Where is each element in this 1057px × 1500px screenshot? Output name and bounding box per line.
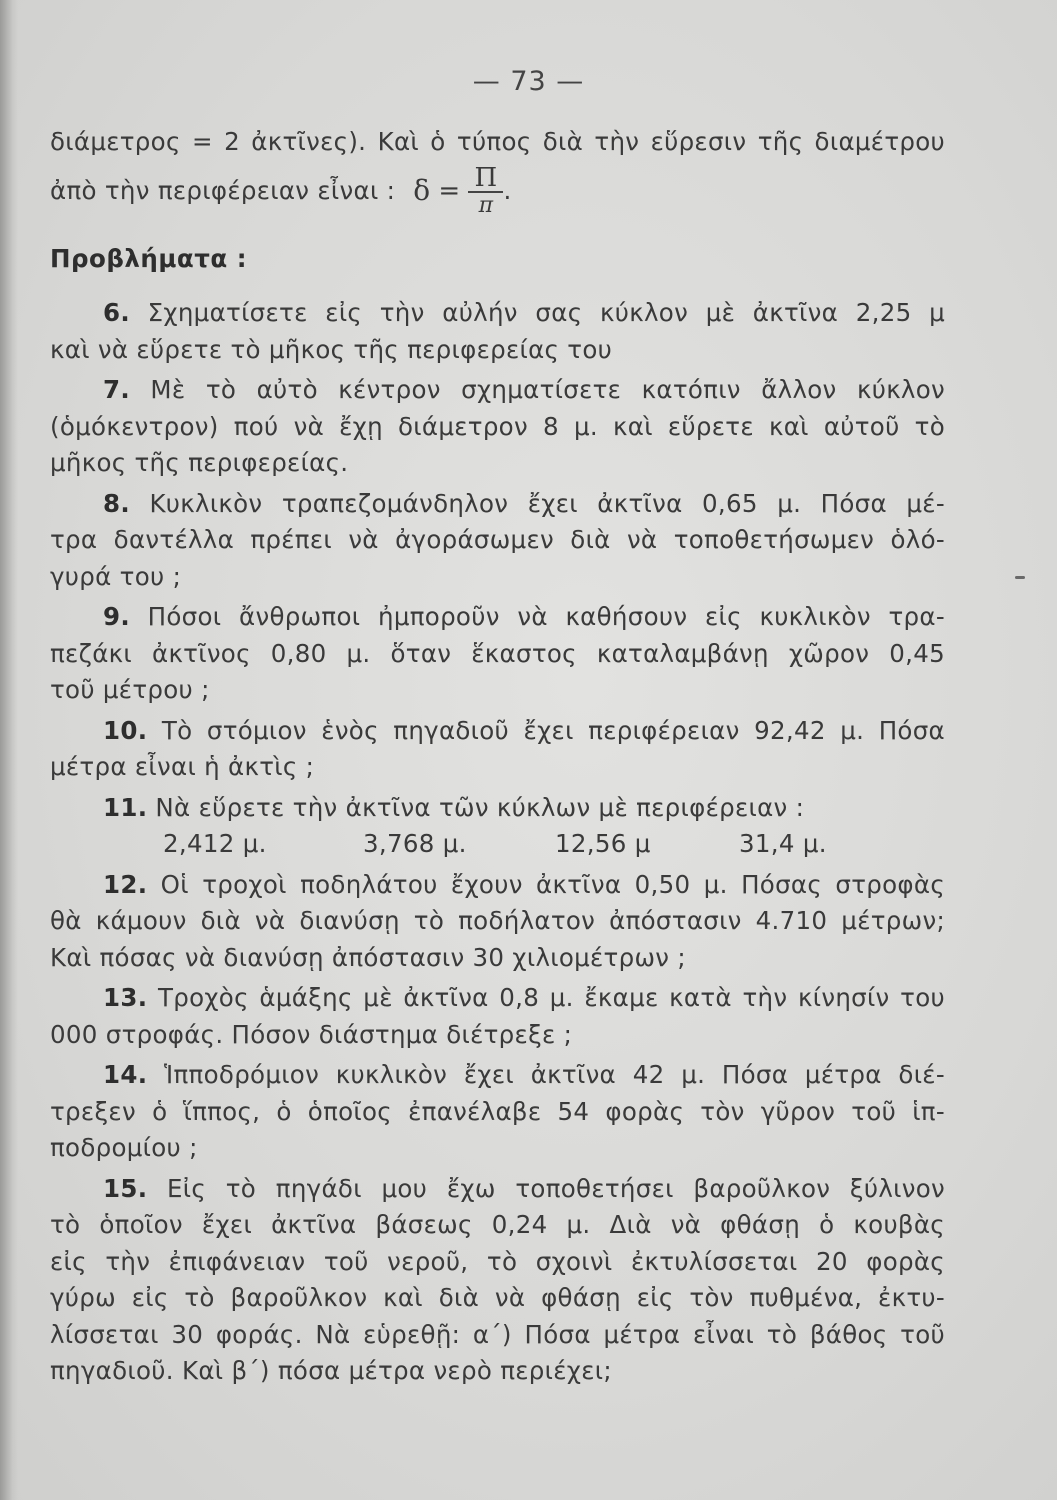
problem-text: γυρά του ; [50,561,182,591]
problem-number: 7. [103,375,130,404]
problem-text: εἰς τὴν ἐπιφάνειαν τοῦ νεροῦ, τὸ σχοινὶ ἐκτυλίσσεται 20 φορὰς [50,1246,945,1276]
intro-line-2-text: ἀπὸ τὴν περιφέρειαν εἶναι : [50,176,396,206]
problem-6 [50,295,945,368]
formula-equals: = [438,176,461,207]
problem-line [50,1171,945,1208]
problem-number: 14. [103,1060,148,1089]
problem-text: Μὲ τὸ αὐτὸ κέντρον σχηματίσετε κατόπιν ἄλλον κύκλον [150,375,945,404]
problem-text: μῆκος τῆς περιφερείας. [50,448,349,477]
problem-8 [50,486,945,596]
problem-line [50,940,945,977]
problem-line [50,332,945,369]
problem-11 [50,790,945,863]
problem-line [50,522,945,559]
problem-number: 13. [103,983,148,1012]
section-heading: Προβλήματα : [50,243,248,273]
problem-line [50,867,945,904]
problem-text: Κυκλικὸν τραπεζομάνδηλον ἔχει ἀκτῖνα 0,65 μ. Πόσα μέ- [149,488,945,518]
problem-text: πεζάκι ἀκτῖνος 0,80 μ. ὅταν ἕκαστος καταλαμβάνῃ χῶρον 0,45 [50,638,945,668]
problem-10 [50,713,945,786]
problem-text: γύρω εἰς τὸ βαροῦλκον καὶ διὰ νὰ φθάσῃ εἰς τὸν πυθμένα, ἐκτυ- [50,1283,945,1312]
values-row [50,826,945,863]
problem-list [50,295,945,1390]
formula-fraction [468,162,503,219]
problem-line [50,409,945,446]
problem-line [50,1353,945,1390]
problem-text: Τὸ στόμιον ἑνὸς πηγαδιοῦ ἔχει περιφέρειαν 92,42 μ. Πόσα [161,715,945,745]
page-content [50,124,945,1394]
formula-denominator: π [478,192,494,218]
problem-line [50,1207,945,1244]
problem-text: Σχηματίσετε εἰς τὴν αὐλήν σας κύκλον μὲ ἀκτῖνα 2,25 μ [147,298,945,327]
problem-text: καὶ νὰ εὕρετε τὸ μῆκος τῆς περιφερείας του [50,334,613,364]
problem-line [50,599,945,636]
problem-text: ποδρομίου ; [50,1133,198,1162]
problem-text: Οἱ τροχοὶ ποδηλάτου ἔχουν ἀκτῖνα 0,50 μ. Πόσας στροφὰς [160,869,945,899]
problem-text: 000 στροφάς. Πόσον διάστημα διέτρεξε ; [50,1019,573,1049]
problem-line [50,1017,945,1054]
problem-text: λίσσεται 30 φοράς. Νὰ εὑρεθῇ: α΄) Πόσα μέτρα εἶναι τὸ βάθος τοῦ [50,1319,945,1349]
problem-line [50,1130,945,1167]
problem-text: τρα δαντέλλα πρέπει νὰ ἀγοράσωμεν διὰ νὰ τοποθετήσωμεν ὁλό- [50,525,945,554]
problem-text: τοῦ μέτρου ; [50,675,210,704]
problem-text: μέτρα εἶναι ἡ ἀκτὶς ; [50,752,315,781]
problem-line [50,903,945,940]
problem-line [50,980,945,1017]
problem-line [50,749,945,786]
problem-line [50,1280,945,1317]
problem-12 [50,867,945,977]
problem-text: τὸ ὁποῖον ἔχει ἀκτῖνα βάσεως 0,24 μ. Διὰ νὰ φθάσῃ ὁ κουβὰς [50,1210,945,1239]
problem-text: τρεξεν ὁ ἵππος, ὁ ὁποῖος ἐπανέλαβε 54 φορὰς τὸν γῦρον τοῦ ἱπ- [50,1096,945,1126]
formula-period: . [503,176,512,206]
circumference-value: 3,768 μ. [363,829,467,858]
problem-line [50,1244,945,1281]
ink-mark [1015,576,1025,579]
problem-text: Καὶ πόσας νὰ διανύσῃ ἀπόστασιν 30 χιλιομέτρων ; [50,942,686,972]
problem-text: Νὰ εὕρετε τὴν ἀκτῖνα τῶν κύκλων μὲ περιφέρειαν : [155,792,805,822]
diameter-formula [413,162,512,219]
problem-text: (ὁμόκεντρον) πού νὰ ἔχῃ διάμετρον 8 μ. καὶ εὕρετε καὶ αὐτοῦ τὸ [50,411,945,441]
formula-numerator: Π [468,165,503,193]
problem-line [50,1094,945,1131]
problem-number: 11. [103,792,148,822]
problem-line [50,790,945,827]
problem-9 [50,599,945,709]
problem-text: Εἰς τὸ πηγάδι μου ἔχω τοποθετήσει βαροῦλκον ξύλινον [167,1173,945,1203]
intro-line-1: διάμετρος = 2 ἀκτῖνες). Καὶ ὁ τύπος διὰ τὴν εὕρεσιν τῆς διαμέτρου [50,127,945,156]
intro-line-2 [50,163,945,221]
problem-line [50,559,945,596]
problem-text: πηγαδιοῦ. Καὶ β΄) πόσα μέτρα νερὸ περιέχει; [50,1356,612,1385]
problem-15 [50,1171,945,1390]
problem-line [50,372,945,409]
problem-text: θὰ κάμουν διὰ νὰ διανύσῃ τὸ ποδήλατον ἀπόστασιν 4.710 μέτρων; [50,906,945,935]
problem-text: Ἱπποδρόμιον κυκλικὸν ἔχει ἀκτῖνα 42 μ. Πόσα μέτρα διέ- [164,1060,945,1089]
circumference-value: 2,412 μ. [163,829,267,858]
circumference-value: 12,56 μ [555,829,651,858]
problem-line [50,1317,945,1354]
formula-lhs: δ [413,174,431,208]
page-number: — 73 — [472,66,585,97]
problem-line [50,486,945,523]
problem-number: 6. [103,298,130,327]
problem-line [50,713,945,750]
problem-7 [50,372,945,482]
problem-line [50,636,945,673]
problem-line [50,672,945,709]
problem-text: Πόσοι ἄνθρωποι ἠμποροῦν νὰ καθήσουν εἰς κυκλικὸν τρα- [147,602,945,631]
problem-line [50,445,945,482]
problem-number: 12. [103,869,148,899]
problem-line [50,1057,945,1094]
problem-text: Τροχὸς ἁμάξης μὲ ἀκτῖνα 0,8 μ. ἔκαμε κατὰ τὴν κίνησίν του [157,983,945,1012]
problem-number: 8. [103,488,130,518]
problem-line [50,295,945,332]
problem-number: 15. [103,1173,148,1203]
problem-13 [50,980,945,1053]
problem-number: 10. [103,715,148,745]
circumference-value: 31,4 μ. [739,829,827,858]
problem-14 [50,1057,945,1167]
problem-number: 9. [103,602,130,631]
page-binding-shadow [0,0,18,1500]
